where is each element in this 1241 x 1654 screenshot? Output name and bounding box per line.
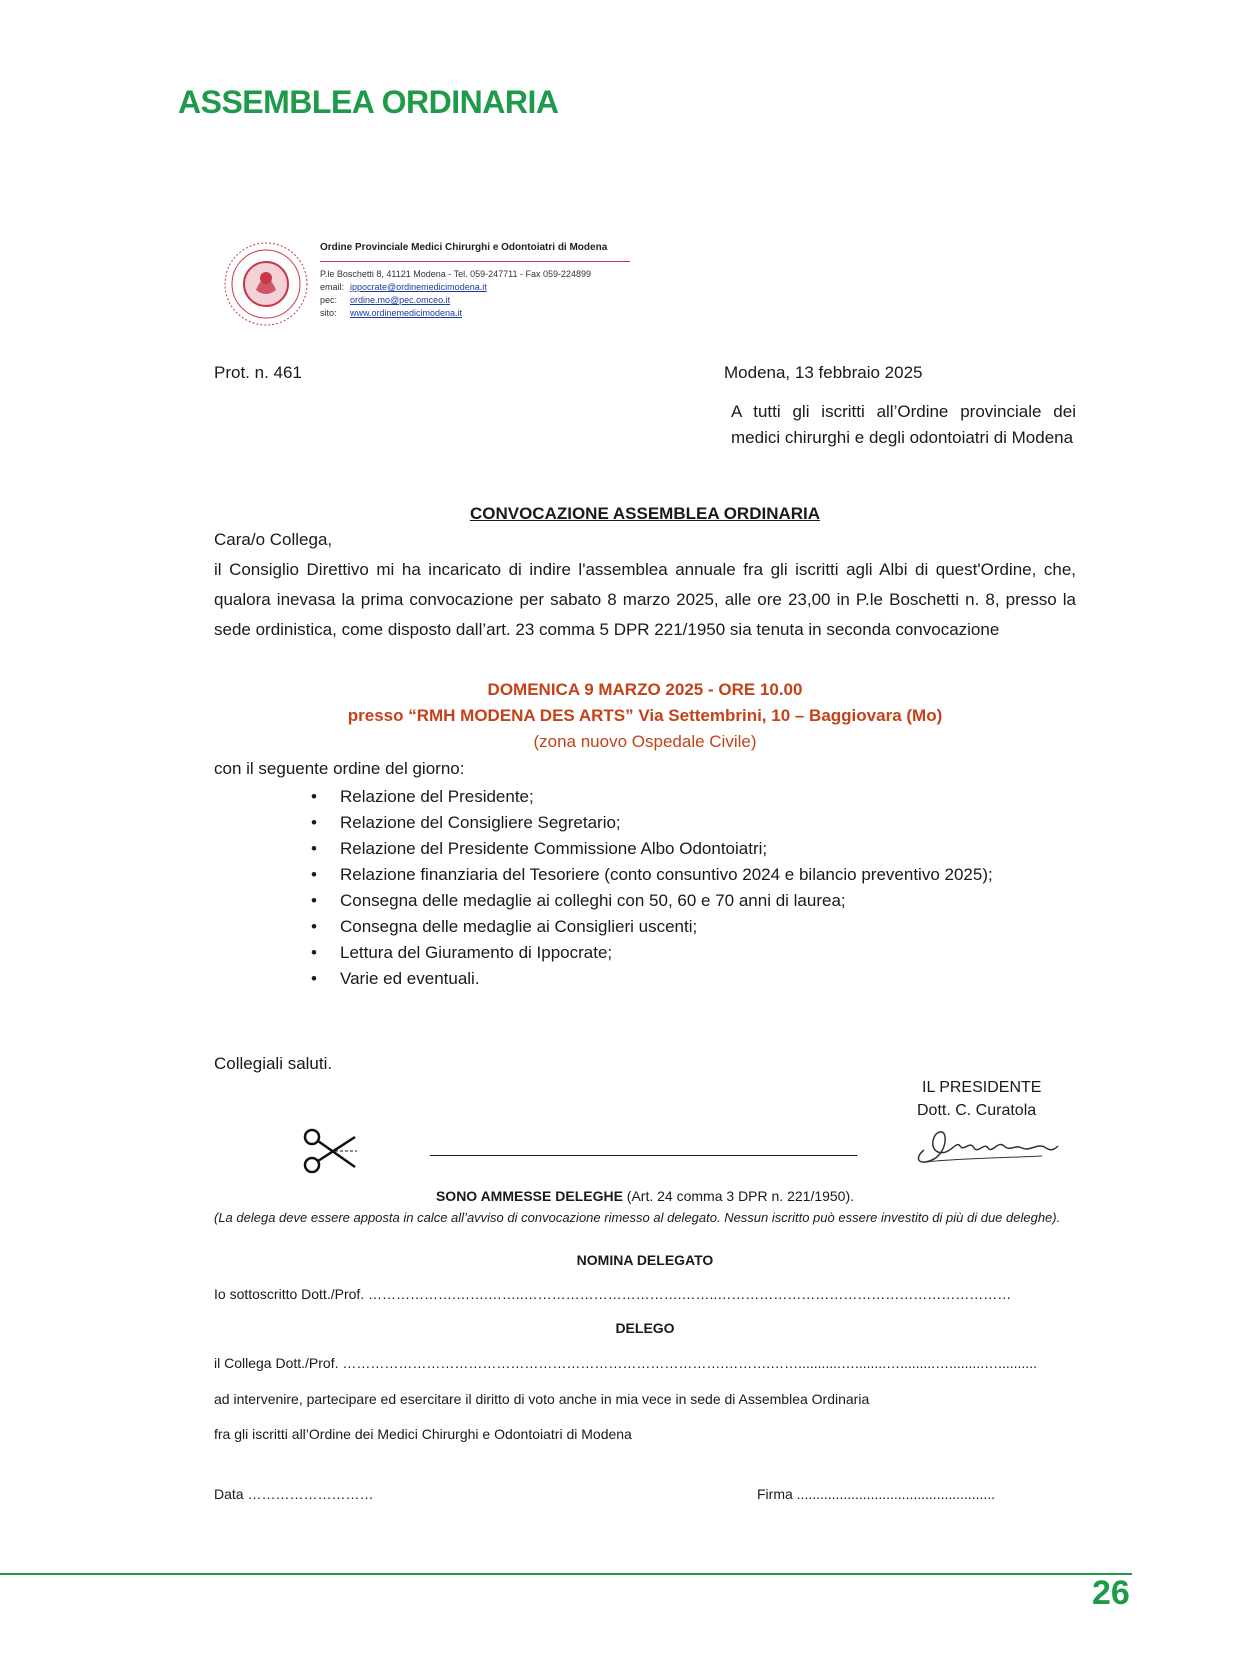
agenda-list (214, 784, 1076, 992)
bullet-icon: • (311, 891, 317, 910)
closing: Collegiali saluti. (214, 1054, 333, 1073)
agenda-item-text: Relazione finanziaria del Tesoriere (conto consuntivo 2024 e bilancio preventivo 2025); (340, 865, 993, 884)
org-address: P.le Boschetti 8, 41121 Modena - Tel. 059-247711 - Fax 059-224899 (320, 269, 592, 279)
signature-icon (912, 1118, 1062, 1168)
email-label: email: (320, 282, 345, 292)
agenda-item (214, 940, 1076, 966)
authorization-line-2: fra gli iscritti all’Ordine dei Medici Chirurghi e Odontoiatri di Modena (214, 1426, 632, 1442)
event-venue: presso “RMH MODENA DES ARTS” Via Settembrini, 10 – Baggiovara (Mo) (347, 706, 943, 725)
event-date: DOMENICA 9 MARZO 2025 - ORE 10.00 (487, 680, 803, 699)
pec-label: pec: (320, 295, 338, 305)
agenda-item (214, 914, 1076, 940)
agenda-intro: con il seguente ordine del giorno: (214, 759, 465, 778)
letter-body: il Consiglio Direttivo mi ha incaricato di indire l'assemblea annuale fra gli iscritti agli Albi di quest'Ordine, che, qualora inevasa la prima convocazione per sabato 8 marzo 2025, alle ore 23,00 in P.le Boschetti n. 8, presso la sede ordinistica, come disposto dall’art. 23 comma 5 DPR 221/1950 sia tenuta in seconda convocazione (214, 560, 1076, 639)
letterhead-rule (320, 261, 630, 262)
greeting: Cara/o Collega, (214, 530, 333, 549)
letter-subject: CONVOCAZIONE ASSEMBLEA ORDINARIA (469, 504, 821, 523)
delegations-note (214, 1186, 1076, 1206)
agenda-item-text: Consegna delle medaglie ai Consiglieri uscenti; (340, 917, 698, 936)
page-number: 26 (1092, 1574, 1130, 1612)
bullet-icon: • (311, 813, 317, 832)
pec-line (320, 294, 591, 307)
event-area: (zona nuovo Ospedale Civile) (533, 732, 757, 751)
agenda-item-text: Consegna delle medaglie ai colleghi con 50, 60 e 70 anni di laurea; (340, 891, 846, 910)
authorization-line-1: ad intervenire, partecipare ed esercitare il diritto di voto anche in mia vece in sede di Assemblea Ordinaria (214, 1391, 870, 1407)
agenda-item (214, 836, 1076, 862)
signature-field: Firma ................................................... (757, 1486, 996, 1502)
agenda-item (214, 862, 1076, 888)
place-date: Modena, 13 febbraio 2025 (724, 363, 923, 382)
agenda-item (214, 784, 1076, 810)
footer-rule (0, 1573, 1132, 1575)
bullet-icon: • (311, 917, 317, 936)
undersigned-field: Io sottoscritto Dott./Prof. ……………….…….……..…………………………….……..……………………………………………………… (214, 1286, 1012, 1302)
bullet-icon: • (311, 969, 317, 988)
agenda-item-text: Relazione del Consigliere Segretario; (340, 813, 621, 832)
recipient-block: A tutti gli iscritti all’Ordine provinciale dei medici chirurghi e degli odontoiatri di Modena (731, 402, 1076, 447)
agenda-item-text: Relazione del Presidente; (340, 787, 534, 806)
cut-line: ________________________________________________ (430, 1140, 858, 1157)
agenda-item-text: Relazione del Presidente Commissione Albo Odontoiatri; (340, 839, 768, 858)
bullet-icon: • (311, 943, 317, 962)
agenda-item-text: Varie ed eventuali. (340, 969, 480, 988)
proxy-heading: NOMINA DELEGATO (576, 1252, 714, 1268)
delego-heading: DELEGO (615, 1320, 675, 1336)
site-line (320, 307, 591, 320)
email-link[interactable]: ippocrate@ordinemedicimodena.it (350, 282, 487, 292)
org-name: Ordine Provinciale Medici Chirurghi e Odontoiatri di Modena (320, 242, 608, 253)
site-label: sito: (320, 308, 337, 318)
delegations-ref: (Art. 24 comma 3 DPR n. 221/1950). (622, 1188, 855, 1204)
agenda-item (214, 888, 1076, 914)
site-link[interactable]: www.ordinemedicimodena.it (350, 308, 463, 318)
bullet-icon: • (311, 787, 317, 806)
delegation-rules: (La delega deve essere apposta in calce all’avviso di convocazione rimesso al delegato. Nessun iscritto può essere investito di più di due deleghe). (214, 1210, 1061, 1225)
seal-icon (222, 240, 310, 328)
signer-title: IL PRESIDENTE (922, 1079, 1042, 1096)
bullet-icon: • (311, 865, 317, 884)
protocol-number: Prot. n. 461 (214, 363, 302, 382)
section-title: ASSEMBLEA ORDINARIA (178, 84, 559, 120)
scissors-icon (303, 1127, 359, 1177)
colleague-field: il Collega Dott./Prof. ……………………………………………………………………….……….……...........…........….........….........….......... (214, 1355, 1037, 1371)
pec-link[interactable]: ordine.mo@pec.omceo.it (350, 295, 451, 305)
bullet-icon: • (311, 839, 317, 858)
delegations-bold: SONO AMMESSE DELEGHE (435, 1188, 623, 1204)
agenda-item (214, 810, 1076, 836)
letterhead-contacts (320, 268, 591, 320)
agenda-item (214, 966, 1076, 992)
email-line (320, 281, 591, 294)
signer-name: Dott. C. Curatola (917, 1102, 1037, 1119)
agenda-item-text: Lettura del Giuramento di Ippocrate; (340, 943, 613, 962)
date-field: Data ……………………… (214, 1486, 374, 1502)
